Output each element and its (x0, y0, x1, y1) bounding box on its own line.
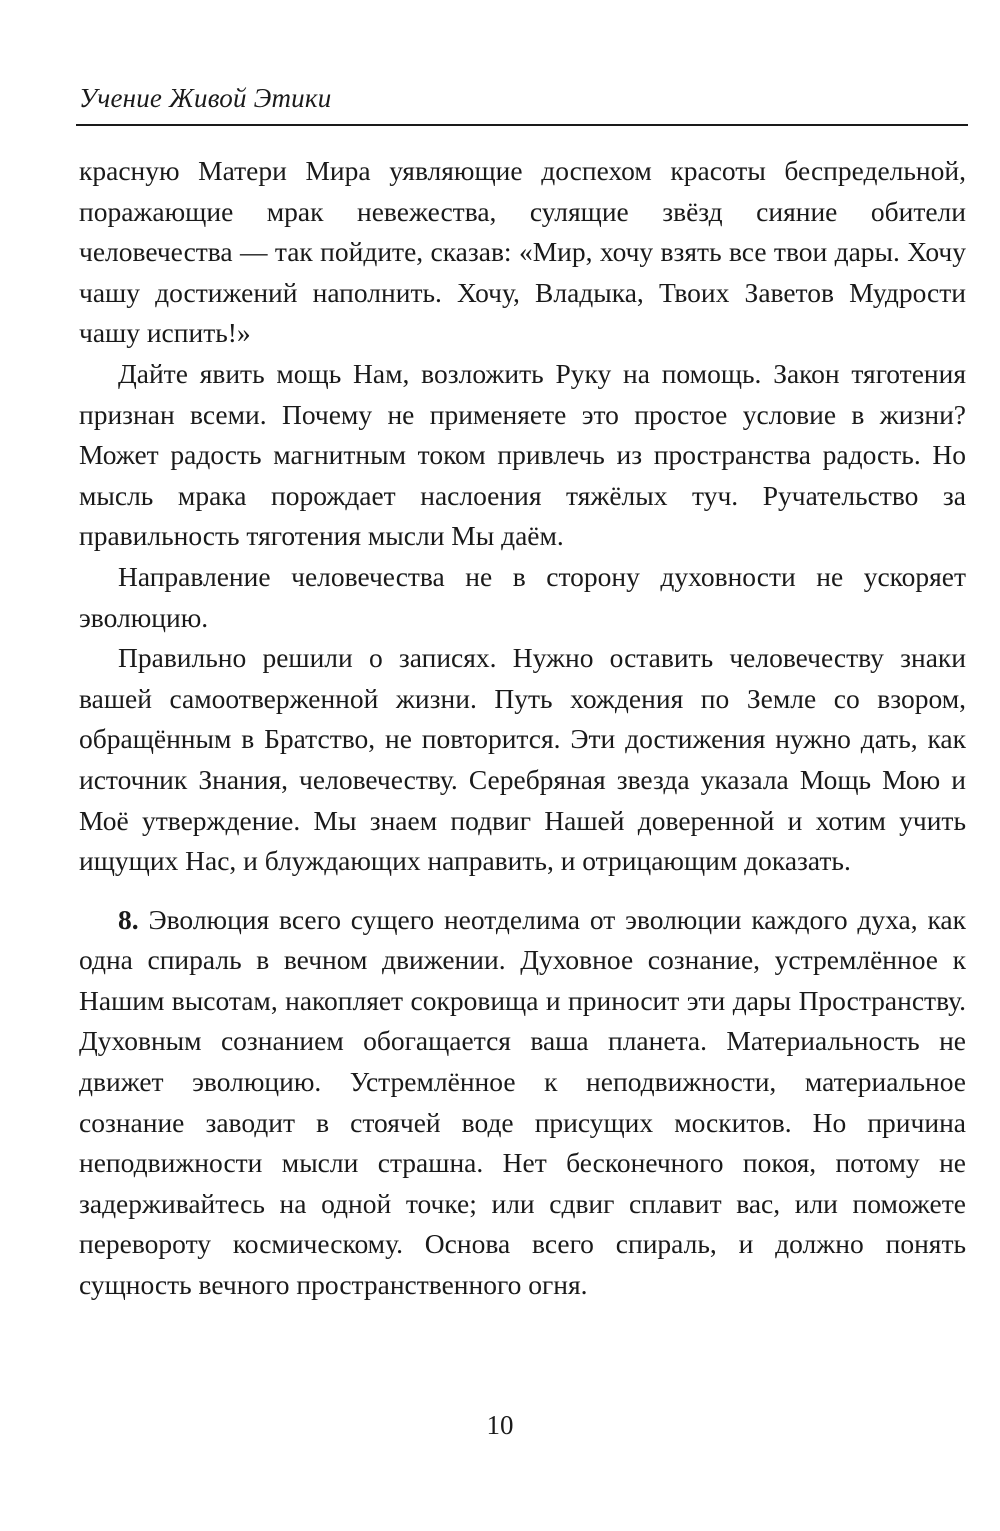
header-rule (76, 124, 968, 126)
paragraph-number: 8. (118, 903, 139, 935)
paragraph: Дайте явить мощь Нам, возложить Руку на помощь. Закон тяготения признан всеми. Почему не применяете это простое условие в жизни? Может радость магнитным током привлечь из пространства радость. Но мысль мрака порождает наслоения тяжёлых туч. Ручательство за правильность тяготения мысли Мы даём. (79, 357, 966, 552)
page-number: 10 (486, 1410, 514, 1440)
page-body (79, 151, 966, 1306)
running-head-title: Учение Живой Этики (79, 83, 332, 113)
paragraph-continued: красную Матери Мира уявляющие доспехом красоты беспредельной, поражающие мрак невежества, сулящие звёзд сияние обители человечества — так пойдите, сказав: «Мир, хочу взять все твои дары. Хочу чашу достижений наполнить. Хочу, Владыка, Твоих Заветов Мудрости чашу испить!» (79, 155, 966, 349)
numbered-paragraph-text: Эволюция всего сущего неотделима от эволюции каждого духа, как одна спираль в вечном движении. Духовное сознание, устремлённое к Нашим высотам, накопляет сокровища и приносит эти дары Пространству. Духовным сознанием обогащается ваша планета. Материальность не движет эволюцию. Устремлённое к неподвижности, материальное сознание заводит в стоячей воде присущих москитов. Но причина неподвижности мысли страшна. Нет бесконечного покоя, потому не задерживайтесь на одной точке; или сдвиг сплавит вас, или поможете перевороту космическому. Основа всего спираль, и должно понять сущность вечного пространственного огня. (79, 903, 967, 1301)
paragraph: Направление человечества не в сторону духовности не ускоряет эволюцию. (79, 560, 966, 633)
paragraph: Правильно решили о записях. Нужно оставить человечеству знаки вашей самоотверженной жизни. Путь хождения по Земле со взором, обращённым в Братство, не повторится. Эти достижения нужно дать, как источник Знания, человечеству. Серебряная звезда указала Мощь Мою и Моё утверждение. Мы знаем подвиг Нашей доверенной и хотим учить ищущих Нас, и блуждающих направить, и отрицающим доказать. (79, 642, 966, 877)
numbered-paragraph (79, 900, 966, 1306)
